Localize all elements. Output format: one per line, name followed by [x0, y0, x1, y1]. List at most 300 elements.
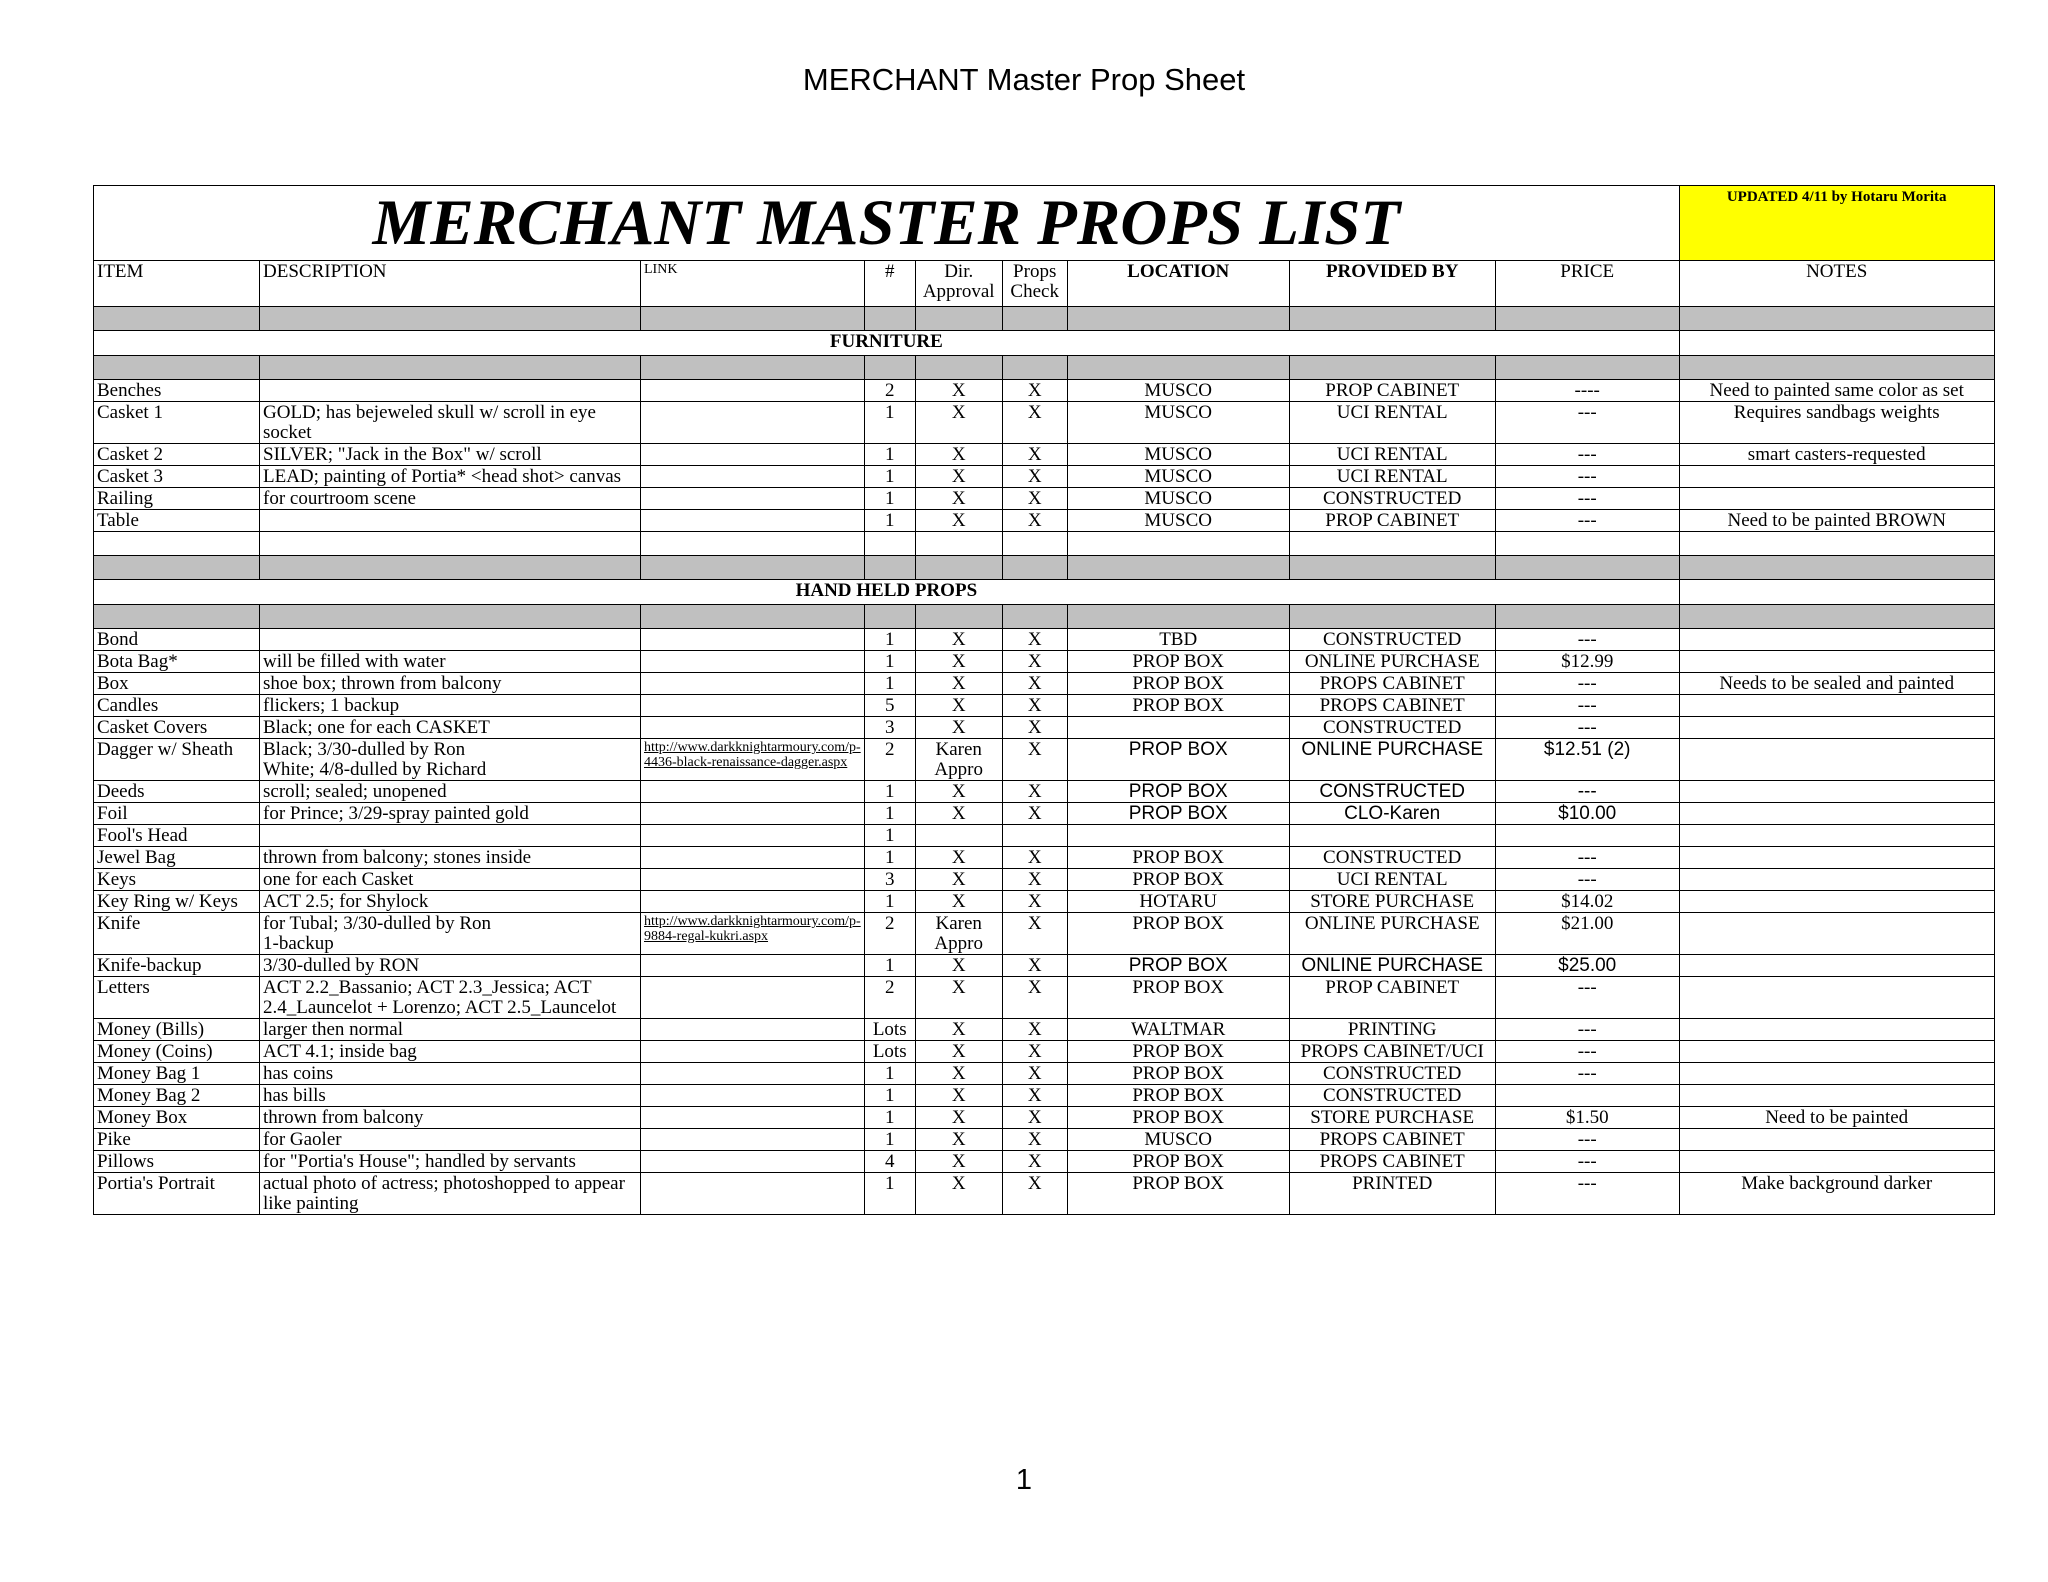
- dir-approval-cell: [915, 1151, 1002, 1173]
- dir-approval-cell: [915, 803, 1002, 825]
- table-row: [94, 891, 1995, 913]
- link-cell[interactable]: [641, 913, 865, 955]
- props-check-cell: [1002, 1107, 1067, 1129]
- item-cell: [94, 1151, 260, 1173]
- item-cell: [94, 380, 260, 402]
- dir-approval-cell-text: X: [951, 1085, 966, 1106]
- description-cell: [260, 488, 641, 510]
- price-cell-text: $12.99: [1561, 651, 1614, 672]
- provided-by-cell: [1289, 380, 1495, 402]
- provided-by-cell-text: CONSTRUCTED: [1323, 717, 1462, 738]
- description-cell: [260, 1107, 641, 1129]
- dir-approval-cell: [915, 891, 1002, 913]
- spacer-row: [94, 605, 1995, 629]
- location-cell-text: PROP BOX: [1132, 1063, 1225, 1084]
- count-cell: [864, 891, 915, 913]
- price-cell-text: ---: [1577, 847, 1597, 868]
- count-cell: [864, 1151, 915, 1173]
- section-furniture: FURNITURE: [94, 331, 1680, 356]
- props-check-cell-text: X: [1027, 977, 1042, 998]
- notes-cell-text: Need to be painted: [1765, 1107, 1909, 1128]
- table-row: [94, 717, 1995, 739]
- price-cell-text: ---: [1577, 673, 1597, 694]
- props-check-cell-text: X: [1027, 1129, 1042, 1150]
- location-cell: [1067, 402, 1289, 444]
- props-check-cell-text: X: [1027, 629, 1042, 650]
- props-check-cell: [1002, 380, 1067, 402]
- spacer-row: [94, 556, 1995, 580]
- props-check-cell-text: X: [1027, 1063, 1042, 1084]
- description-cell-text: for Gaoler: [263, 1129, 342, 1150]
- location-cell: [1067, 977, 1289, 1019]
- count-cell: [864, 444, 915, 466]
- table-row: [94, 1173, 1995, 1215]
- item-cell: [94, 695, 260, 717]
- price-cell-text: ---: [1577, 695, 1597, 716]
- price-cell: [1495, 891, 1679, 913]
- dir-approval-cell: [915, 913, 1002, 955]
- description-cell: [260, 717, 641, 739]
- count-cell-text: 1: [884, 825, 895, 846]
- sheet-title: MERCHANT MASTER PROPS LIST: [94, 186, 1680, 261]
- item-cell: [94, 466, 260, 488]
- dir-approval-cell-text: X: [951, 1151, 966, 1172]
- location-cell-text: PROP BOX: [1132, 673, 1225, 694]
- notes-cell: [1679, 444, 1994, 466]
- location-cell: [1067, 913, 1289, 955]
- notes-cell: [1679, 803, 1994, 825]
- description-cell: [260, 1151, 641, 1173]
- link-cell: [641, 1151, 865, 1173]
- provided-by-cell: [1289, 869, 1495, 891]
- provided-by-cell-text: CONSTRUCTED: [1323, 1085, 1462, 1106]
- dir-approval-cell: [915, 1173, 1002, 1215]
- notes-cell: [1679, 1151, 1994, 1173]
- item-cell: [94, 847, 260, 869]
- item-cell: [94, 1085, 260, 1107]
- notes-cell-text: Need to be painted BROWN: [1727, 510, 1946, 531]
- notes-cell: [1679, 781, 1994, 803]
- location-cell: [1067, 466, 1289, 488]
- location-cell-text: MUSCO: [1144, 444, 1212, 465]
- count-cell: [864, 1173, 915, 1215]
- count-cell: [864, 847, 915, 869]
- link-cell[interactable]: [641, 739, 865, 781]
- props-check-cell: [1002, 629, 1067, 651]
- dir-approval-cell-text: X: [951, 955, 966, 976]
- location-cell: [1067, 510, 1289, 532]
- location-cell-text: WALTMAR: [1131, 1019, 1226, 1040]
- notes-cell-text: Make background darker: [1741, 1173, 1933, 1194]
- notes-cell-text: smart casters-requested: [1747, 444, 1926, 465]
- dir-approval-cell-text: X: [951, 847, 966, 868]
- item-cell-text: Jewel Bag: [97, 847, 176, 868]
- props-check-cell-text: X: [1027, 1151, 1042, 1172]
- count-cell-text: 2: [884, 380, 895, 401]
- provided-by-cell-text: PROPS CABINET: [1319, 1129, 1465, 1150]
- props-check-cell-text: X: [1027, 651, 1042, 672]
- count-cell: [864, 1041, 915, 1063]
- location-cell: [1067, 739, 1289, 781]
- dir-approval-cell: [915, 695, 1002, 717]
- count-cell-text: 2: [884, 977, 895, 998]
- price-cell-text: ---: [1577, 869, 1597, 890]
- location-cell: [1067, 781, 1289, 803]
- col-dir-approval: Dir. Approval: [915, 261, 1002, 307]
- props-check-cell-text: X: [1027, 913, 1042, 934]
- location-cell-text: PROP BOX: [1132, 1041, 1225, 1062]
- props-check-cell-text: X: [1027, 402, 1042, 423]
- spacer-row: [94, 307, 1995, 331]
- price-cell: [1495, 402, 1679, 444]
- item-cell: [94, 913, 260, 955]
- count-cell: [864, 825, 915, 847]
- description-cell-text: thrown from balcony; stones inside: [263, 847, 532, 868]
- price-cell-text: ---: [1577, 488, 1597, 509]
- description-cell-text: GOLD; has bejeweled skull w/ scroll in eye socket: [263, 402, 596, 443]
- dir-approval-cell: [915, 488, 1002, 510]
- props-check-cell: [1002, 955, 1067, 977]
- provided-by-cell-text: STORE PURCHASE: [1310, 891, 1475, 912]
- item-cell-text: Railing: [97, 488, 153, 509]
- props-check-cell-text: X: [1027, 1085, 1042, 1106]
- notes-cell: [1679, 402, 1994, 444]
- count-cell-text: 1: [884, 847, 895, 868]
- table-row: [94, 651, 1995, 673]
- dir-approval-cell-text: X: [951, 402, 966, 423]
- dir-approval-cell-text: X: [951, 803, 966, 824]
- price-cell: [1495, 913, 1679, 955]
- provided-by-cell: [1289, 510, 1495, 532]
- count-cell: [864, 380, 915, 402]
- dir-approval-cell-text: X: [951, 510, 966, 531]
- location-cell-text: MUSCO: [1144, 488, 1212, 509]
- provided-by-cell: [1289, 825, 1495, 847]
- price-cell-text: $10.00: [1558, 803, 1617, 824]
- description-cell: [260, 510, 641, 532]
- col-props-check: Props Check: [1002, 261, 1067, 307]
- notes-cell: [1679, 847, 1994, 869]
- dir-approval-cell: [915, 402, 1002, 444]
- page-header: MERCHANT Master Prop Sheet: [802, 62, 1246, 97]
- location-cell-text: MUSCO: [1144, 466, 1212, 487]
- column-header-row: [94, 261, 1995, 307]
- link-cell: [641, 781, 865, 803]
- dir-approval-cell: [915, 717, 1002, 739]
- item-cell-text: Casket 3: [97, 466, 163, 487]
- count-cell-text: 1: [884, 803, 895, 824]
- dir-approval-cell-text: X: [951, 466, 966, 487]
- props-check-cell-text: X: [1027, 1019, 1042, 1040]
- item-cell: [94, 1063, 260, 1085]
- location-cell-text: TBD: [1159, 629, 1198, 650]
- props-check-cell-text: X: [1027, 869, 1042, 890]
- notes-cell: [1679, 1107, 1994, 1129]
- props-check-cell: [1002, 847, 1067, 869]
- props-check-cell: [1002, 825, 1067, 847]
- description-cell: [260, 977, 641, 1019]
- count-cell: [864, 488, 915, 510]
- price-cell-text: $14.02: [1561, 891, 1614, 912]
- item-cell: [94, 717, 260, 739]
- location-cell: [1067, 1019, 1289, 1041]
- table-row: [94, 1041, 1995, 1063]
- props-check-cell-text: X: [1027, 673, 1042, 694]
- item-cell-text: Bond: [97, 629, 139, 650]
- col-count: #: [864, 261, 915, 307]
- location-cell-text: PROP BOX: [1132, 913, 1225, 934]
- provided-by-cell-text: PRINTED: [1352, 1173, 1433, 1194]
- dir-approval-cell: [915, 510, 1002, 532]
- furniture-rows: [94, 380, 1995, 532]
- price-cell: [1495, 847, 1679, 869]
- provided-by-cell: [1289, 1173, 1495, 1215]
- count-cell-text: 2: [884, 739, 895, 760]
- item-cell-text: Box: [97, 673, 129, 694]
- col-description: DESCRIPTION: [260, 261, 641, 307]
- props-check-cell-text: X: [1027, 781, 1042, 802]
- location-cell: [1067, 1173, 1289, 1215]
- count-cell: [864, 651, 915, 673]
- table-row: [94, 380, 1995, 402]
- link-cell: [641, 1063, 865, 1085]
- notes-cell-text: Needs to be sealed and painted: [1719, 673, 1955, 694]
- notes-cell: [1679, 717, 1994, 739]
- count-cell-text: 1: [884, 1107, 895, 1128]
- price-cell: [1495, 717, 1679, 739]
- price-cell: [1495, 1063, 1679, 1085]
- description-cell-text: 3/30-dulled by RON: [263, 955, 420, 976]
- notes-cell: [1679, 891, 1994, 913]
- description-cell-text: one for each Casket: [263, 869, 414, 890]
- notes-cell: [1679, 466, 1994, 488]
- provided-by-cell-text: PROPS CABINET: [1319, 1151, 1465, 1172]
- description-cell: [260, 869, 641, 891]
- location-cell: [1067, 1063, 1289, 1085]
- table-row: [94, 913, 1995, 955]
- count-cell-text: 3: [884, 717, 895, 738]
- dir-approval-cell-text: X: [951, 444, 966, 465]
- col-item: ITEM: [94, 261, 260, 307]
- description-cell-text: will be filled with water: [263, 651, 446, 672]
- location-cell: [1067, 825, 1289, 847]
- notes-cell: [1679, 955, 1994, 977]
- dir-approval-cell-text: X: [951, 869, 966, 890]
- item-cell: [94, 803, 260, 825]
- item-cell-text: Casket 1: [97, 402, 163, 423]
- price-cell-text: ---: [1577, 1173, 1597, 1194]
- price-cell: [1495, 1085, 1679, 1107]
- section-hand-held: HAND HELD PROPS: [94, 580, 1680, 605]
- location-cell-text: PROP BOX: [1128, 803, 1228, 824]
- provided-by-cell: [1289, 847, 1495, 869]
- price-cell-text: ----: [1574, 380, 1600, 401]
- props-check-cell: [1002, 695, 1067, 717]
- item-cell: [94, 1107, 260, 1129]
- price-cell: [1495, 695, 1679, 717]
- dir-approval-cell: [915, 1107, 1002, 1129]
- dir-approval-cell-text: X: [951, 629, 966, 650]
- dir-approval-cell-text: X: [951, 1129, 966, 1150]
- item-cell: [94, 1019, 260, 1041]
- props-check-cell: [1002, 781, 1067, 803]
- description-cell-text: for "Portia's House"; handled by servants: [263, 1151, 576, 1172]
- item-cell: [94, 402, 260, 444]
- provided-by-cell: [1289, 651, 1495, 673]
- dir-approval-cell-text: X: [951, 1063, 966, 1084]
- item-cell: [94, 955, 260, 977]
- description-cell-text: flickers; 1 backup: [263, 695, 400, 716]
- location-cell-text: PROP BOX: [1132, 1085, 1225, 1106]
- description-cell: [260, 1085, 641, 1107]
- provided-by-cell: [1289, 955, 1495, 977]
- notes-cell: [1679, 825, 1994, 847]
- item-cell-text: Money Bag 2: [97, 1085, 201, 1106]
- props-check-cell: [1002, 913, 1067, 955]
- link-cell: [641, 869, 865, 891]
- table-row: [94, 695, 1995, 717]
- provided-by-cell: [1289, 444, 1495, 466]
- price-cell: [1495, 869, 1679, 891]
- link-cell: [641, 402, 865, 444]
- dir-approval-cell-text: X: [951, 1041, 966, 1062]
- props-check-cell: [1002, 1151, 1067, 1173]
- location-cell: [1067, 695, 1289, 717]
- price-cell-text: ---: [1577, 1063, 1597, 1084]
- item-cell-text: Casket Covers: [97, 717, 208, 738]
- description-cell-text: scroll; sealed; unopened: [263, 781, 447, 802]
- provided-by-cell-text: CONSTRUCTED: [1323, 629, 1462, 650]
- location-cell: [1067, 651, 1289, 673]
- item-cell-text: Money Box: [97, 1107, 188, 1128]
- provided-by-cell-text: ONLINE PURCHASE: [1301, 955, 1483, 976]
- count-cell: [864, 510, 915, 532]
- description-cell-text: larger then normal: [263, 1019, 403, 1040]
- table-row: [94, 444, 1995, 466]
- link-cell: [641, 1129, 865, 1151]
- notes-cell: [1679, 695, 1994, 717]
- props-check-cell: [1002, 739, 1067, 781]
- description-cell: [260, 1041, 641, 1063]
- count-cell-text: 1: [884, 402, 895, 423]
- price-cell-text: $21.00: [1561, 913, 1614, 934]
- price-cell: [1495, 629, 1679, 651]
- props-check-cell: [1002, 1041, 1067, 1063]
- notes-cell: [1679, 488, 1994, 510]
- provided-by-cell: [1289, 739, 1495, 781]
- table-row: [94, 781, 1995, 803]
- provided-by-cell-text: PROPS CABINET: [1319, 695, 1465, 716]
- props-check-cell: [1002, 717, 1067, 739]
- provided-by-cell: [1289, 891, 1495, 913]
- count-cell: [864, 977, 915, 1019]
- location-cell-text: PROP BOX: [1132, 651, 1225, 672]
- link-cell: [641, 444, 865, 466]
- location-cell: [1067, 673, 1289, 695]
- count-cell: [864, 695, 915, 717]
- description-cell: [260, 629, 641, 651]
- dir-approval-cell: [915, 739, 1002, 781]
- description-cell: [260, 466, 641, 488]
- item-cell: [94, 977, 260, 1019]
- provided-by-cell: [1289, 402, 1495, 444]
- provided-by-cell: [1289, 717, 1495, 739]
- description-cell: [260, 651, 641, 673]
- description-cell-text: ACT 2.5; for Shylock: [263, 891, 429, 912]
- price-cell-text: $25.00: [1558, 955, 1617, 976]
- provided-by-cell-text: ONLINE PURCHASE: [1301, 739, 1483, 760]
- provided-by-cell: [1289, 1063, 1495, 1085]
- dir-approval-cell: [915, 651, 1002, 673]
- dir-approval-cell-text: X: [951, 717, 966, 738]
- dir-approval-cell-text: X: [951, 1019, 966, 1040]
- location-cell: [1067, 444, 1289, 466]
- notes-cell: [1679, 380, 1994, 402]
- item-cell: [94, 488, 260, 510]
- item-cell: [94, 629, 260, 651]
- link-cell: [641, 955, 865, 977]
- count-cell-text: 1: [884, 781, 895, 802]
- notes-cell: [1679, 1129, 1994, 1151]
- notes-cell: [1679, 629, 1994, 651]
- provided-by-cell-text: PROP CABINET: [1325, 977, 1460, 998]
- provided-by-cell: [1289, 1129, 1495, 1151]
- item-cell-text: Knife: [97, 913, 141, 934]
- link-cell: [641, 1107, 865, 1129]
- description-cell: [260, 803, 641, 825]
- count-cell-text: 1: [884, 891, 895, 912]
- link-cell-text: http://www.darkknightarmoury.com/p-9884-regal-kukri.aspx: [644, 914, 861, 944]
- link-cell: [641, 891, 865, 913]
- link-cell: [641, 977, 865, 1019]
- provided-by-cell: [1289, 673, 1495, 695]
- notes-cell: [1679, 673, 1994, 695]
- item-cell: [94, 825, 260, 847]
- notes-cell: [1679, 1041, 1994, 1063]
- props-check-cell: [1002, 444, 1067, 466]
- description-cell-text: ACT 4.1; inside bag: [263, 1041, 417, 1062]
- dir-approval-cell-text: X: [951, 488, 966, 509]
- link-cell: [641, 1173, 865, 1215]
- notes-cell: [1679, 651, 1994, 673]
- table-row: [94, 1129, 1995, 1151]
- props-check-cell: [1002, 510, 1067, 532]
- location-cell: [1067, 869, 1289, 891]
- price-cell: [1495, 825, 1679, 847]
- table-row: [94, 1107, 1995, 1129]
- link-cell: [641, 380, 865, 402]
- item-cell-text: Money (Bills): [97, 1019, 205, 1040]
- props-check-cell-text: X: [1027, 380, 1042, 401]
- location-cell-text: PROP BOX: [1132, 977, 1225, 998]
- description-cell: [260, 1019, 641, 1041]
- count-cell-text: 2: [884, 913, 895, 934]
- location-cell-text: PROP BOX: [1132, 1151, 1225, 1172]
- location-cell-text: PROP BOX: [1128, 781, 1228, 802]
- col-location: LOCATION: [1067, 261, 1289, 307]
- dir-approval-cell: [915, 466, 1002, 488]
- item-cell: [94, 1129, 260, 1151]
- item-cell: [94, 781, 260, 803]
- section-row: [94, 580, 1995, 605]
- count-cell-text: 1: [884, 1129, 895, 1150]
- item-cell-text: Candles: [97, 695, 159, 716]
- updated-note: UPDATED 4/11 by Hotaru Morita: [1679, 186, 1994, 261]
- price-cell: [1495, 466, 1679, 488]
- description-cell-text: LEAD; painting of Portia* <head shot> canvas: [263, 466, 622, 487]
- price-cell-text: ---: [1577, 444, 1597, 465]
- description-cell: [260, 444, 641, 466]
